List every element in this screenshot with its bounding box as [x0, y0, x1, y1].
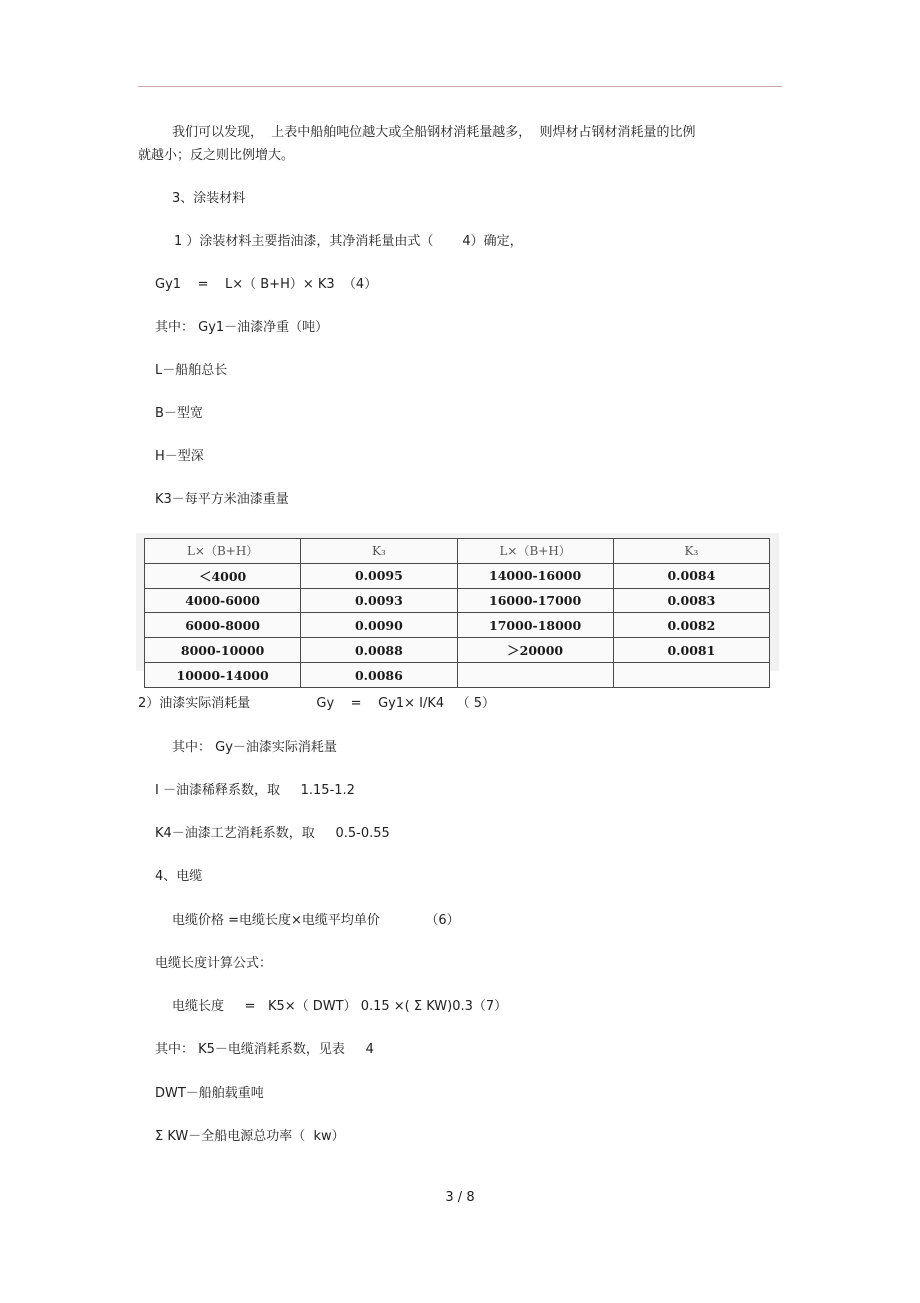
table-cell: 0.0082 [613, 613, 769, 638]
table-cell: 0.0093 [301, 588, 457, 613]
page-number: 3 / 8 [445, 1190, 475, 1205]
table-cell: 0.0086 [301, 663, 457, 688]
table-cell: 0.0083 [613, 588, 769, 613]
table-cell: 0.0081 [613, 638, 769, 663]
where-k5: 其中： K5－电缆消耗系数，见表 4 [155, 1042, 374, 1057]
where-gy1: 其中： Gy1－油漆净重（吨） [155, 320, 329, 335]
def-dwt: DWT－船舶载重吨 [155, 1086, 264, 1101]
def-l: L－船舶总长 [155, 363, 228, 378]
header-rule [138, 86, 782, 87]
table-cell: 8000-10000 [145, 638, 301, 663]
k3-table-image [136, 533, 779, 683]
def-kw: Σ KW－全船电源总功率（ kw） [155, 1129, 345, 1144]
table-cell: 0.0088 [301, 638, 457, 663]
table-row [145, 613, 770, 638]
table-cell: 0.0090 [301, 613, 457, 638]
section-3-item-2: 2）油漆实际消耗量 Gy = Gy1× I/K4 （ 5） [138, 696, 495, 711]
table-header-cell: L×（B+H） [145, 539, 301, 564]
table-cell: 17000-18000 [457, 613, 613, 638]
table-row [145, 638, 770, 663]
table-cell: 4000-6000 [145, 588, 301, 613]
table-cell: 6000-8000 [145, 613, 301, 638]
def-b: B－型宽 [155, 406, 203, 421]
paragraph-line-2: 就越小；反之则比例增大。 [138, 148, 295, 163]
table-cell [613, 663, 769, 688]
table-cell: 14000-16000 [457, 563, 613, 588]
table-header-cell: K₃ [301, 539, 457, 564]
formula-7: 电缆长度 = K5×（ DWT） 0.15 ×( Σ KW)0.3（7） [172, 999, 508, 1014]
def-i: I －油漆稀释系数，取 1.15-1.2 [155, 783, 355, 798]
table-row [145, 563, 770, 588]
table-row [145, 663, 770, 688]
table-cell: ＞20000 [457, 638, 613, 663]
k3-table [144, 538, 770, 688]
table-cell: 0.0095 [301, 563, 457, 588]
def-k4: K4－油漆工艺消耗系数，取 0.5-0.55 [155, 826, 390, 841]
paragraph-line-1: 我们可以发现， 上表中船舶吨位越大或全船钢材消耗量越多， 则焊材占钢材消耗量的比例 [172, 125, 696, 140]
section-4-heading: 4、电缆 [155, 869, 203, 884]
section-3-item-1: 1 ）涂装材料主要指油漆，其净消耗量由式（ 4）确定， [174, 234, 523, 249]
formula-4: Gy1 = L×（ B+H）× K3 （4） [155, 277, 378, 292]
table-row [145, 588, 770, 613]
def-h: H－型深 [155, 449, 204, 464]
def-k3: K3－每平方米油漆重量 [155, 492, 289, 507]
where-gy: 其中： Gy－油漆实际消耗量 [172, 740, 337, 755]
table-cell [457, 663, 613, 688]
formula-6: 电缆价格 =电缆长度×电缆平均单价 （6） [172, 913, 460, 928]
table-header-cell: K₃ [613, 539, 769, 564]
table-cell: ＜4000 [145, 563, 301, 588]
table-header-cell: L×（B+H） [457, 539, 613, 564]
table-cell: 0.0084 [613, 563, 769, 588]
table-cell: 16000-17000 [457, 588, 613, 613]
section-3-heading: 3、涂装材料 [172, 191, 246, 206]
table-header-row [145, 539, 770, 564]
table-cell: 10000-14000 [145, 663, 301, 688]
cable-length-title: 电缆长度计算公式： [155, 956, 273, 971]
